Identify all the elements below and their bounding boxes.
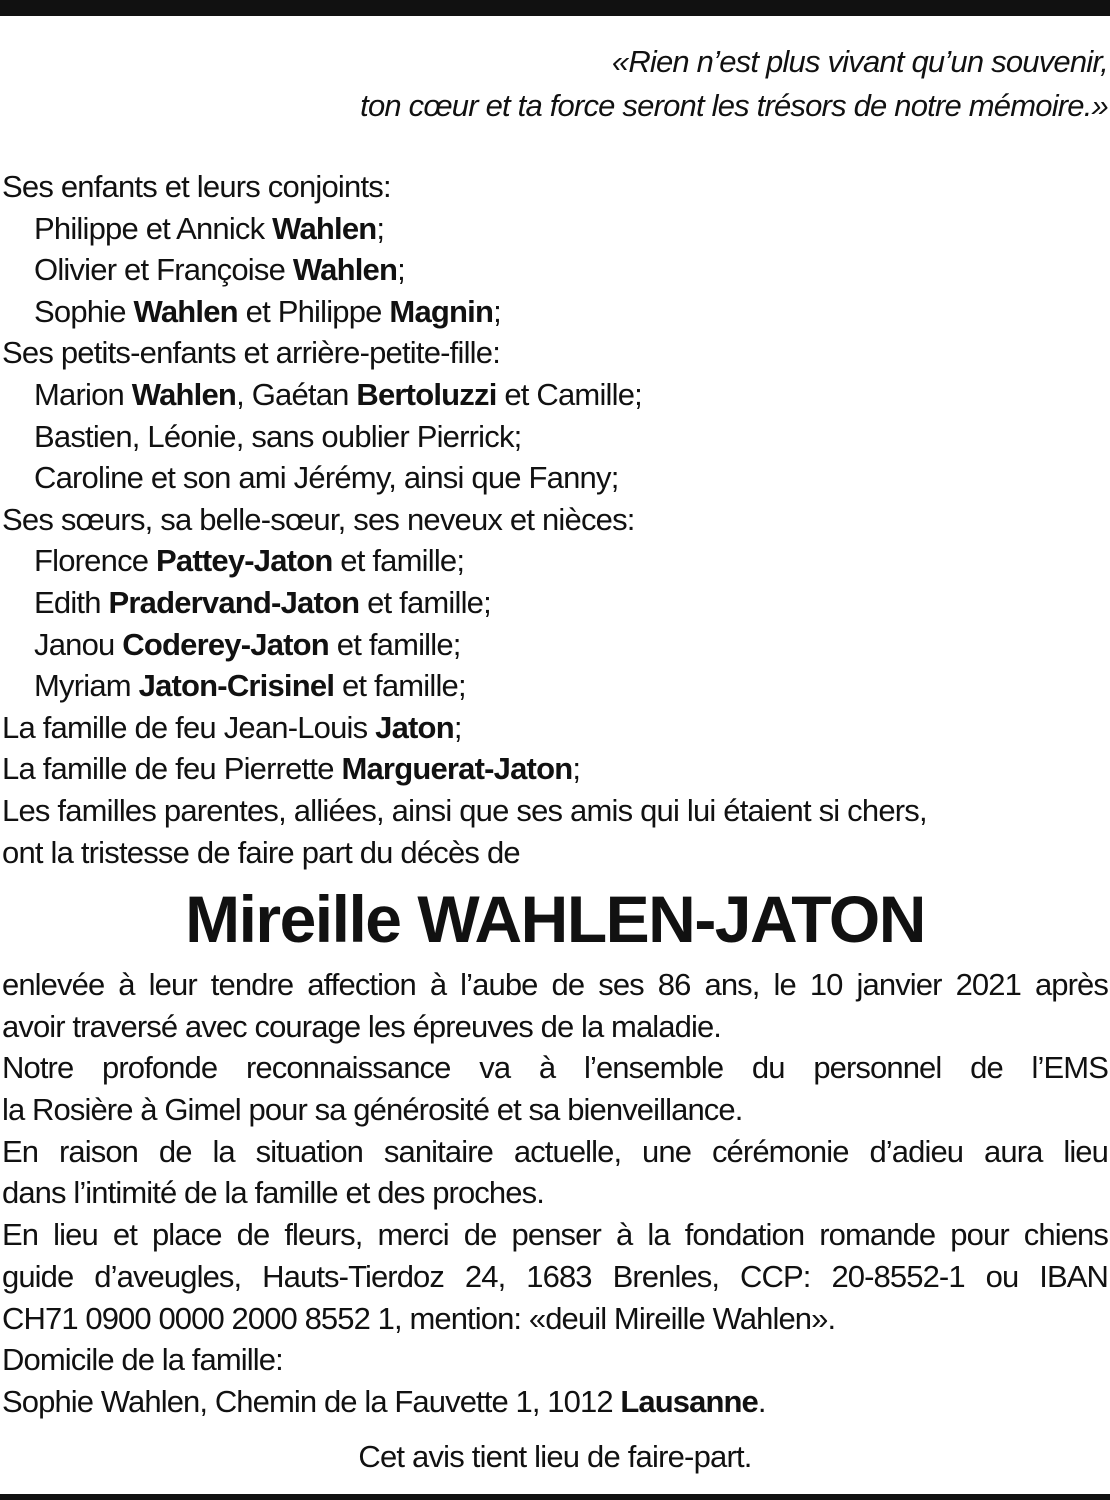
child-line-2: [2, 249, 1108, 291]
deceased-name: Mireille WAHLEN-JATON: [185, 882, 925, 956]
grandchild-surname: Wahlen: [131, 376, 237, 412]
sibling-line-1: [2, 540, 1108, 582]
body-line-4: la Rosière à Gimel pour sa générosité et sa bienveillance.: [2, 1092, 743, 1128]
family-surname: Marguerat-Jaton: [341, 751, 573, 787]
partner-surname: Magnin: [389, 293, 494, 329]
punctuation: ;: [397, 252, 405, 288]
child-name: Philippe et Annick: [34, 210, 273, 246]
partner-name: et Philippe: [237, 293, 390, 329]
grandchild-name: Marion: [34, 376, 132, 412]
domicile-heading: Domicile de la famille:: [2, 1342, 283, 1378]
sibling-line-4: [2, 665, 1108, 707]
grandchild-surname: Bertoluzzi: [356, 376, 497, 412]
sibling-surname: Pattey-Jaton: [156, 543, 333, 579]
body-line-6: dans l’intimité de la famille et des proches.: [2, 1175, 544, 1211]
children-heading: Ses enfants et leurs conjoints:: [2, 169, 391, 204]
body-line-9: CH71 0900 0000 2000 8552 1, mention: «deuil Mireille Wahlen».: [2, 1300, 836, 1336]
grandchild-line-2: Bastien, Léonie, sans oublier Pierrick;: [34, 418, 522, 454]
sibling-line-2: [2, 582, 1108, 624]
body-line-5: En raison de la situation sanitaire actuelle, une cérémonie d’adieu aura lieu: [2, 1133, 1108, 1169]
sibling-surname: Jaton-Crisinel: [138, 668, 335, 704]
child-name: Sophie: [34, 293, 134, 329]
sibling-suffix: et famille;: [359, 584, 491, 620]
sibling-name: Janou: [34, 626, 123, 662]
domicile-address: [2, 1381, 1108, 1423]
quote-line-2: ton cœur et ta force seront les trésors de notre mémoire.»: [360, 88, 1108, 123]
sibling-suffix: et famille;: [332, 543, 465, 579]
punctuation: .: [757, 1383, 766, 1419]
sibling-suffix: et famille;: [334, 668, 466, 704]
child-surname: Wahlen: [292, 252, 398, 288]
child-line-1: [2, 208, 1108, 250]
sibling-name: Edith: [34, 584, 109, 620]
punctuation: ;: [376, 210, 385, 246]
announcement-body: [2, 964, 1108, 1423]
punctuation: ;: [572, 751, 581, 787]
family-line-marguerat: [2, 748, 1108, 790]
closing-note: Cet avis tient lieu de faire-part.: [358, 1439, 752, 1474]
siblings-heading: Ses sœurs, sa belle-sœur, ses neveux et nièces:: [2, 501, 635, 537]
sibling-line-3: [2, 624, 1108, 666]
child-name: Olivier et Françoise: [34, 252, 293, 288]
sibling-name: Florence: [34, 543, 157, 579]
announcement-intro: ont la tristesse de faire part du décès de: [2, 834, 520, 870]
body-line-1: enlevée à leur tendre affection à l’aube de ses 86 ans, le 10 janvier 2021 après: [2, 967, 1108, 1002]
family-surname: Jaton: [375, 709, 454, 745]
child-line-3: [2, 291, 1108, 333]
address-text: Sophie Wahlen, Chemin de la Fauvette 1, 1012: [2, 1383, 621, 1419]
child-surname: Wahlen: [272, 210, 377, 246]
epigraph-quote: [8, 40, 1108, 128]
family-text: La famille de feu Jean-Louis: [2, 709, 376, 745]
body-line-8: guide d’aveugles, Hauts-Tierdoz 24, 1683 Brenles, CCP: 20-8552-1 ou IBAN: [2, 1258, 1108, 1294]
family-text: La famille de feu Pierrette: [2, 751, 342, 787]
punctuation: ;: [493, 293, 501, 329]
grandchildren-heading: Ses petits-enfants et arrière-petite-fille:: [2, 335, 501, 371]
body-line-3: Notre profonde reconnaissance va à l’ensemble du personnel de l’EMS: [2, 1050, 1108, 1086]
top-border-rule: [0, 0, 1110, 16]
sibling-name: Myriam: [34, 668, 139, 704]
sibling-surname: Coderey-Jaton: [122, 626, 329, 662]
body-line-2: avoir traversé avec courage les épreuves de la maladie.: [2, 1008, 722, 1044]
family-list: [2, 166, 1108, 873]
bottom-border-rule: [0, 1494, 1110, 1500]
quote-line-1: «Rien n’est plus vivant qu’un souvenir,: [611, 44, 1108, 79]
child-surname: Wahlen: [133, 293, 238, 329]
punctuation: ;: [453, 709, 462, 745]
grandchild-line-1: [2, 374, 1108, 416]
body-line-7: En lieu et place de fleurs, merci de penser à la fondation romande pour chiens: [2, 1217, 1108, 1253]
grandchild-name: , Gaétan: [236, 376, 357, 412]
sibling-surname: Pradervand-Jaton: [108, 584, 360, 620]
family-line-relatives: Les familles parentes, alliées, ainsi que ses amis qui lui étaient si chers,: [2, 792, 927, 828]
grandchild-name: et Camille;: [496, 376, 642, 412]
grandchild-line-3: Caroline et son ami Jérémy, ainsi que Fanny;: [34, 460, 619, 496]
address-city: Lausanne: [620, 1383, 758, 1419]
family-line-jaton: [2, 707, 1108, 749]
sibling-suffix: et famille;: [328, 626, 461, 662]
